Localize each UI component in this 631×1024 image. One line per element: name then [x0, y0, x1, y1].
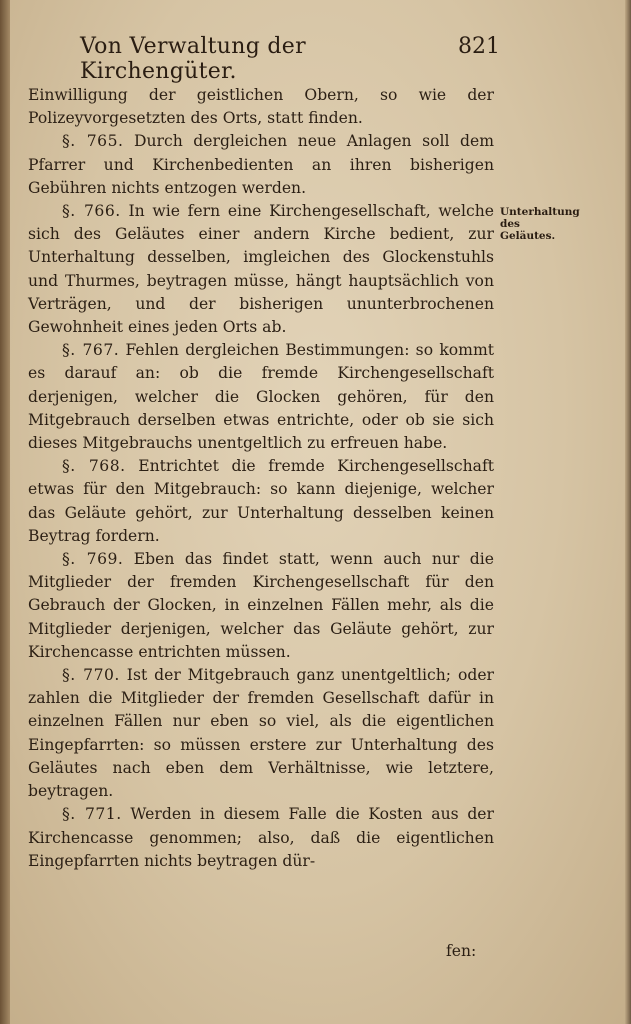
page-number: 821 [458, 34, 500, 59]
paragraph [28, 803, 494, 873]
section-number: §. 769. [62, 550, 124, 569]
paragraph-text: Fehlen dergleichen Bestimmungen: so kommt es darauf an: ob die fremde Kirchengesellschaft derjenigen, welcher die Glocken gehören, für den Mitgebrauch derselben etwas entrichte, oder ob sie sich dieses Mitgebrauchs unentgeltlich zu erfreuen habe. [28, 341, 494, 453]
paragraph [28, 339, 494, 455]
paragraph-text: Einwilligung der geistlichen Obern, so wie der Polizeyvorgesetzten des Orts, statt finden. [28, 86, 494, 128]
paragraph [28, 200, 494, 339]
section-number: §. 770. [62, 666, 120, 685]
catchword: fen: [446, 942, 477, 960]
section-number: §. 766. [62, 202, 121, 221]
paragraph [28, 455, 494, 548]
body-text [28, 84, 494, 873]
paragraph-text: Entrichtet die fremde Kirchengesellschaft etwas für den Mitgebrauch: so kann diejenige, welcher das Geläute gehört, zur Unterhaltung desselben keinen Beytrag fordern. [28, 457, 494, 545]
paragraph-text: Ist der Mitgebrauch ganz unentgeltlich; oder zahlen die Mitglieder der fremden Gesellschaft dafür in einzelnen Fällen nur eben so viel, als die eigentlichen Eingepfarrten: so müssen erstere zur Unterhaltung des Geläutes nach eben dem Verhältnisse, wie letztere, beytragen. [28, 666, 495, 801]
paragraph [28, 84, 494, 130]
paragraph-text: In wie fern eine Kirchengesellschaft, welche sich des Geläutes einer andern Kirche bedient, zur Unterhaltung desselben, imgleichen des Glockenstuhls und Thurmes, beytragen müsse, hängt hauptsächlich von Verträgen, und der bisherigen ununterbrochenen Gewohnheit eines jeden Orts ab. [28, 202, 494, 337]
book-spine [0, 0, 10, 1024]
page-header [80, 34, 500, 84]
running-title: Von Verwaltung der Kirchengüter. [80, 34, 306, 84]
section-number: §. 768. [62, 457, 126, 476]
paragraph-text: Eben das findet statt, wenn auch nur die Mitglieder der fremden Kirchengesellschaft für den Gebrauch der Glocken, in einzelnen Fällen mehr, als die Mitglieder derjenigen, welcher das Geläute gehört, zur Kirchencasse entrichten müssen. [28, 550, 494, 661]
section-number: §. 765. [62, 132, 124, 151]
paragraph-text: Werden in diesem Falle die Kosten aus der Kirchencasse genommen; also, daß die eigentlichen Eingepfarrten nichts beytragen dür- [28, 805, 494, 870]
section-number: §. 771. [62, 805, 122, 824]
section-number: §. 767. [62, 341, 120, 360]
margin-note: Unterhaltung des Geläutes. [500, 206, 580, 242]
page-edge [625, 0, 631, 1024]
paragraph-text: Durch dergleichen neue Anlagen soll dem Pfarrer und Kirchenbedienten an ihren bisherigen Gebühren nichts entzogen werden. [28, 132, 494, 197]
paragraph [28, 130, 494, 200]
paragraph [28, 664, 494, 803]
paragraph [28, 548, 494, 664]
